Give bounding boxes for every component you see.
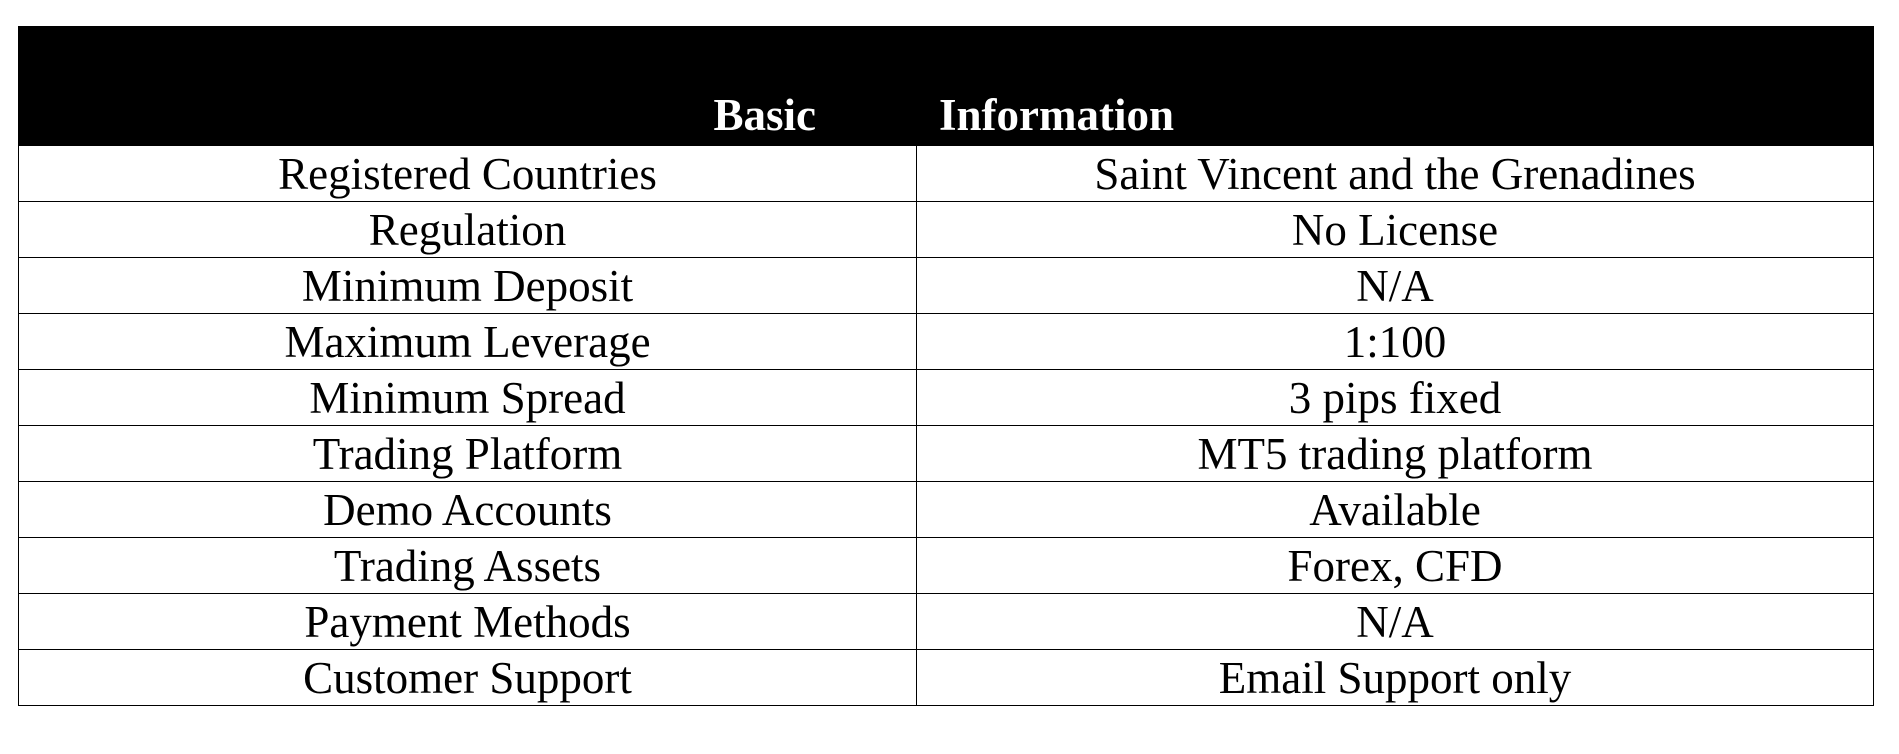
table-row <box>19 594 1874 650</box>
table-row <box>19 538 1874 594</box>
basic-information-table <box>18 26 1874 706</box>
row-value: Available <box>917 482 1874 538</box>
table-row <box>19 650 1874 706</box>
table-row <box>19 258 1874 314</box>
row-value: N/A <box>917 594 1874 650</box>
row-label: Trading Assets <box>19 538 917 594</box>
table-row <box>19 314 1874 370</box>
row-value: MT5 trading platform <box>917 426 1874 482</box>
row-value: Forex, CFD <box>917 538 1874 594</box>
header-cell-information: Information <box>917 27 1874 146</box>
table-row <box>19 146 1874 202</box>
table-row <box>19 426 1874 482</box>
row-value: 3 pips fixed <box>917 370 1874 426</box>
row-label: Demo Accounts <box>19 482 917 538</box>
table-row <box>19 482 1874 538</box>
row-label: Regulation <box>19 202 917 258</box>
row-label: Customer Support <box>19 650 917 706</box>
row-value: No License <box>917 202 1874 258</box>
row-label: Payment Methods <box>19 594 917 650</box>
row-value: N/A <box>917 258 1874 314</box>
row-label: Minimum Deposit <box>19 258 917 314</box>
table-row <box>19 202 1874 258</box>
row-label: Trading Platform <box>19 426 917 482</box>
row-label: Minimum Spread <box>19 370 917 426</box>
row-label: Maximum Leverage <box>19 314 917 370</box>
table-header-row <box>19 27 1874 146</box>
row-value: Email Support only <box>917 650 1874 706</box>
header-cell-basic: Basic <box>19 27 917 146</box>
row-label: Registered Countries <box>19 146 917 202</box>
row-value: 1:100 <box>917 314 1874 370</box>
table-row <box>19 370 1874 426</box>
row-value: Saint Vincent and the Grenadines <box>917 146 1874 202</box>
